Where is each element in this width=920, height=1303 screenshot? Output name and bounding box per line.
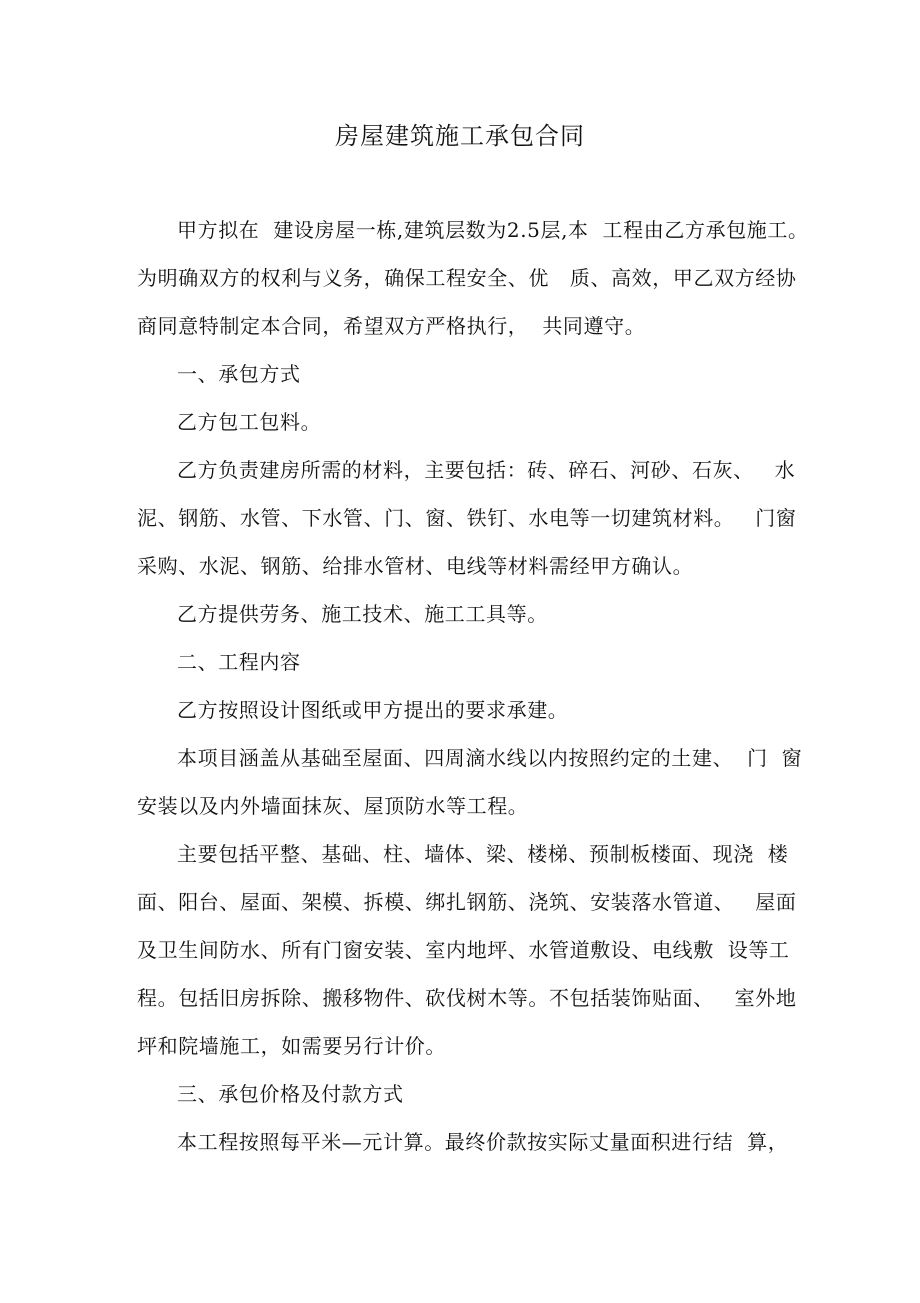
paragraph-line: 面、阳台、屋面、架模、拆模、绑扎钢筋、浇筑、安装落水管道、 屋面 [137, 890, 797, 914]
paragraph-line: 为明确双方的权利与义务，确保工程安全、优 质、高效，甲乙双方经协 [137, 266, 797, 290]
paragraph-line: 乙方负责建房所需的材料，主要包括：砖、碎石、河砂、石灰、 水 [177, 458, 796, 482]
section-heading: 一、承包方式 [177, 362, 301, 386]
section-heading: 三、承包价格及付款方式 [177, 1082, 404, 1106]
paragraph-line: 采购、水泥、钢筋、给排水管材、电线等材料需经甲方确认。 [137, 554, 694, 578]
paragraph-line: 甲方拟在 建设房屋一栋,建筑层数为2.5层,本 工程由乙方承包施工。 [177, 218, 809, 242]
section-heading: 二、工程内容 [177, 650, 301, 674]
paragraph-line: 本项目涵盖从基础至屋面、四周滴水线以内按照约定的土建、 门 窗 [177, 746, 803, 770]
paragraph-line: 商同意特制定本合同，希望双方严格执行， 共同遵守。 [137, 314, 646, 338]
paragraph-line: 及卫生间防水、所有门窗安装、室内地坪、水管道敷设、电线敷 设等工 [137, 938, 790, 962]
paragraph-line: 本工程按照每平米—元计算。最终价款按实际丈量面积进行结 算， [177, 1130, 789, 1154]
paragraph-line: 坪和院墙施工，如需要另行计价。 [137, 1034, 446, 1058]
paragraph-line: 泥、钢筋、水管、下水管、门、窗、铁钉、水电等一切建筑材料。 门窗 [137, 506, 797, 530]
paragraph-line: 乙方提供劳务、施工技术、施工工具等。 [177, 602, 548, 626]
paragraph-line: 程。包括旧房拆除、搬移物件、砍伐树木等。不包括装饰贴面、 室外地 [137, 986, 797, 1010]
paragraph-line: 主要包括平整、基础、柱、墙体、梁、楼梯、预制板楼面、现浇 楼 [177, 842, 789, 866]
paragraph-line: 安装以及内外墙面抹灰、屋顶防水等工程。 [137, 794, 529, 818]
document-title: 房屋建筑施工承包合同 [335, 122, 585, 150]
paragraph-line: 乙方包工包料。 [177, 410, 322, 434]
paragraph-line: 乙方按照设计图纸或甲方提出的要求承建。 [177, 698, 569, 722]
